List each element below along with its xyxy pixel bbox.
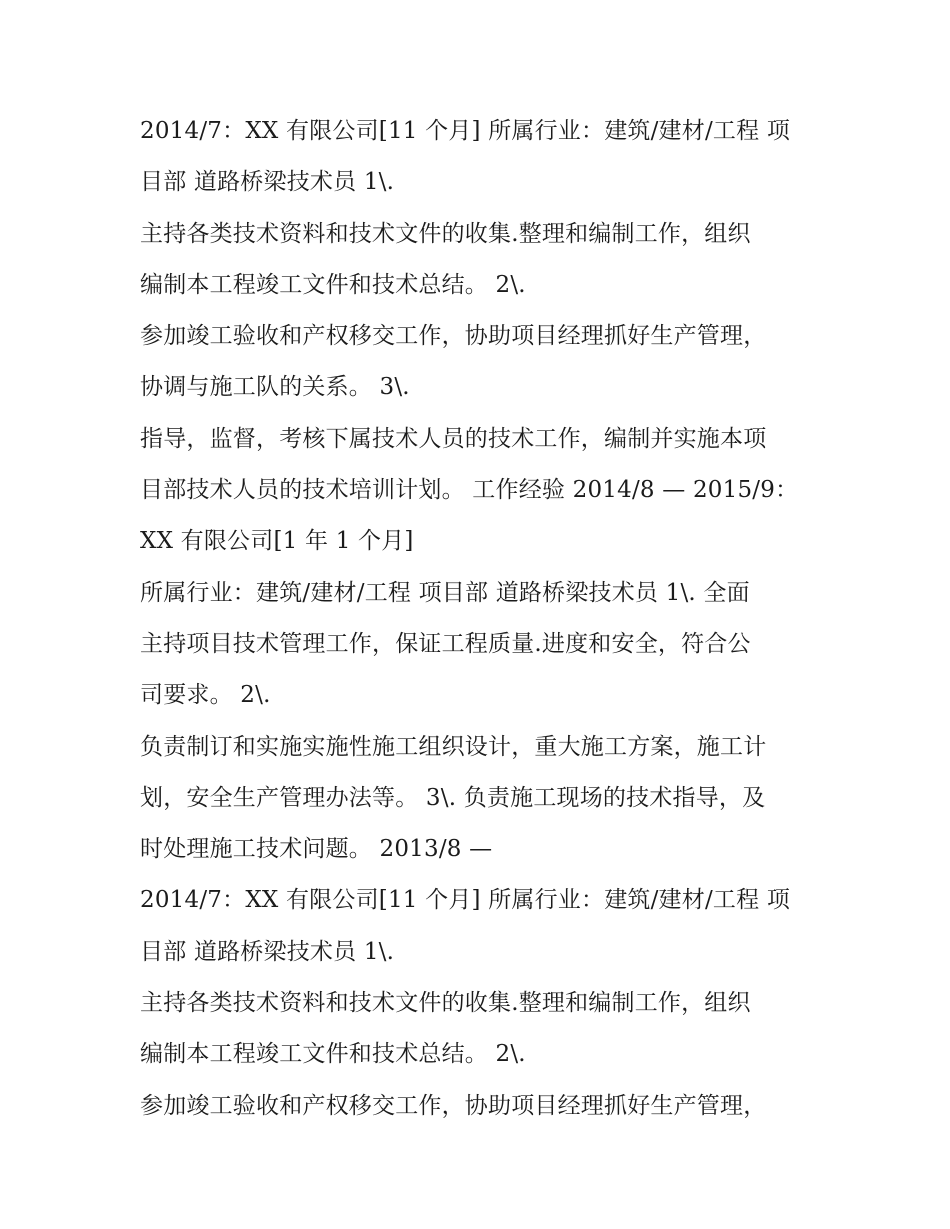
text-line: 目部技术人员的技术培训计划。 工作经验 2014/8 — 2015/9： [140,477,799,504]
text-line: 参加竣工验收和产权移交工作，协助项目经理抓好生产管理， [140,1092,767,1119]
text-line: 编制本工程竣工文件和技术总结。 2\. [140,1041,526,1068]
text-line: 主持各类技术资料和技术文件的收集.整理和编制工作，组织 [140,220,751,247]
text-line: 目部 道路桥梁技术员 1\. [140,938,395,965]
text-line: 司要求。 2\. [140,682,271,709]
text-line: 目部 道路桥梁技术员 1\. [140,169,395,196]
text-line: 划，安全生产管理办法等。 3\. 负责施工现场的技术指导，及 [140,784,766,811]
resume-text-body [140,106,830,1132]
text-line: 2014/7：XX 有限公司[11 个月] 所属行业：建筑/建材/工程 项 [140,887,791,914]
text-line: 时处理施工技术问题。 2013/8 — [140,836,493,863]
text-line: XX 有限公司[1 年 1 个月] [140,528,414,555]
text-line: 负责制订和实施实施性施工组织设计，重大施工方案，施工计 [140,733,767,760]
text-line: 主持项目技术管理工作，保证工程质量.进度和安全，符合公 [140,630,751,657]
text-line: 协调与施工队的关系。 3\. [140,374,410,401]
text-line: 主持各类技术资料和技术文件的收集.整理和编制工作，组织 [140,990,751,1017]
text-line: 所属行业：建筑/建材/工程 项目部 道路桥梁技术员 1\. 全面 [140,579,750,606]
text-line: 2014/7：XX 有限公司[11 个月] 所属行业：建筑/建材/工程 项 [140,118,791,144]
text-line: 参加竣工验收和产权移交工作，协助项目经理抓好生产管理， [140,323,767,350]
text-line: 指导，监督，考核下属技术人员的技术工作，编制并实施本项 [140,425,767,452]
text-line: 编制本工程竣工文件和技术总结。 2\. [140,271,526,298]
